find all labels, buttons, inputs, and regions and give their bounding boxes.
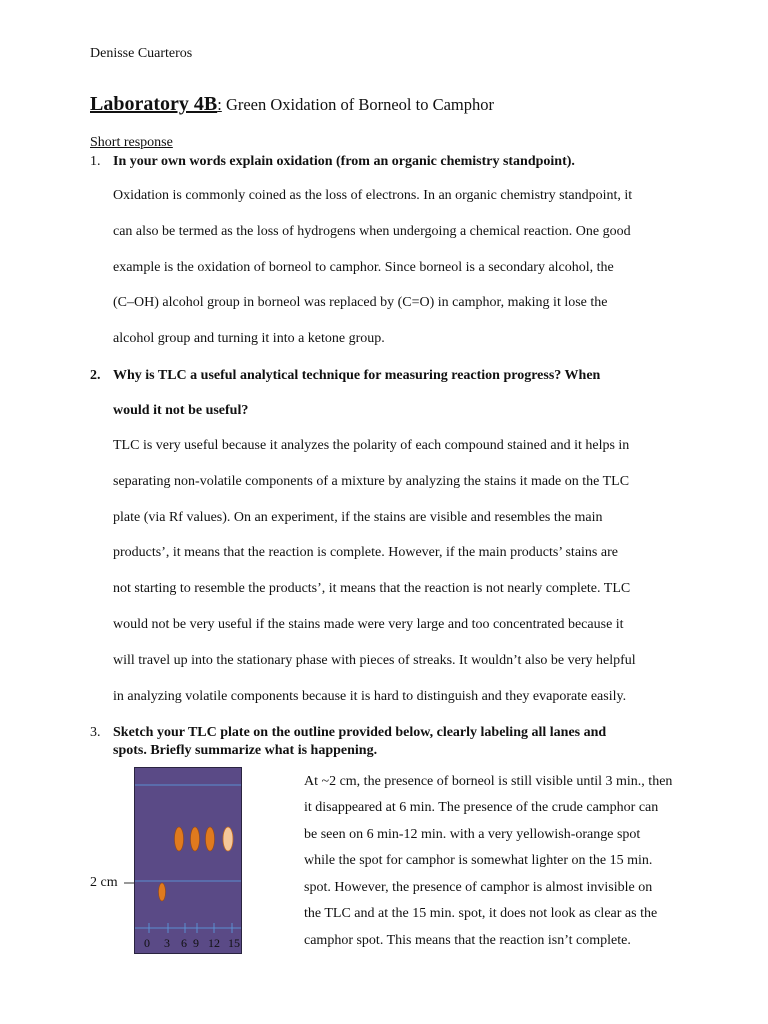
- question-2-text: would it not be useful?: [113, 403, 249, 418]
- tlc-level-label: 2 cm: [90, 875, 118, 890]
- borneol-spot: [159, 883, 166, 901]
- tlc-plate-drawing: [135, 768, 241, 953]
- answer-2-line: not starting to resemble the products’, it means that the reaction is not nearly complete. TLC: [113, 581, 631, 596]
- lane-label: 9: [193, 936, 199, 950]
- answer-1-line: Oxidation is commonly coined as the loss of electrons. In an organic chemistry standpoint, it: [113, 188, 633, 203]
- question-3-text: Sketch your TLC plate on the outline provided below, clearly labeling all lanes and: [113, 725, 607, 740]
- lane-label: 15: [228, 936, 240, 950]
- lane-label: 0: [144, 936, 150, 950]
- camphor-spot-9: [191, 827, 200, 851]
- camphor-spot-15: [223, 827, 233, 851]
- question-3-number: 3.: [90, 725, 101, 740]
- question-2-text: Why is TLC a useful analytical technique for measuring reaction progress? When: [113, 368, 601, 383]
- answer-3-line: spot. However, the presence of camphor is almost invisible on: [304, 880, 653, 895]
- answer-3-line: while the spot for camphor is somewhat lighter on the 15 min.: [304, 853, 653, 868]
- lane-label: 3: [164, 936, 170, 950]
- question-3-text: spots. Briefly summarize what is happening.: [113, 743, 378, 758]
- answer-2-line: plate (via Rf values). On an experiment, if the stains are visible and resembles the main: [113, 510, 603, 525]
- title-colon: :: [217, 95, 222, 114]
- section-heading: Short response: [90, 135, 173, 150]
- camphor-spot-6: [175, 827, 184, 851]
- answer-1-line: example is the oxidation of borneol to camphor. Since borneol is a secondary alcohol, the: [113, 260, 614, 275]
- title-text: Green Oxidation of Borneol to Camphor: [221, 95, 495, 114]
- answer-1-line: alcohol group and turning it into a ketone group.: [113, 331, 385, 346]
- answer-3-line: be seen on 6 min-12 min. with a very yellowish-orange spot: [304, 827, 641, 842]
- answer-2-line: TLC is very useful because it analyzes the polarity of each compound stained and it helps in: [113, 438, 630, 453]
- answer-2-line: will travel up into the stationary phase with pieces of streaks. It wouldn’t also be very helpful: [113, 653, 636, 668]
- answer-2-line: separating non-volatile components of a mixture by analyzing the stains it made on the TLC: [113, 474, 630, 489]
- question-2-number: 2.: [90, 368, 101, 383]
- lane-label: 12: [208, 936, 220, 950]
- answer-3-line: camphor spot. This means that the reaction isn’t complete.: [304, 933, 631, 948]
- camphor-spot-12: [206, 827, 215, 851]
- author-name: Denisse Cuarteros: [90, 46, 193, 61]
- lab-number: Laboratory 4B: [90, 93, 218, 115]
- answer-1-line: (C–OH) alcohol group in borneol was replaced by (C=O) in camphor, making it lose the: [113, 295, 608, 310]
- answer-3-line: the TLC and at the 15 min. spot, it does not look as clear as the: [304, 906, 658, 921]
- page-title: [90, 93, 494, 116]
- answer-3-line: At ~2 cm, the presence of borneol is still visible until 3 min., then: [304, 774, 673, 789]
- tlc-plate: [134, 767, 242, 954]
- question-1-number: 1.: [90, 154, 101, 169]
- lane-label: 6: [181, 936, 187, 950]
- answer-2-line: products’, it means that the reaction is complete. However, if the main products’ stains are: [113, 545, 618, 560]
- question-1-text: In your own words explain oxidation (from an organic chemistry standpoint).: [113, 154, 575, 169]
- answer-2-line: would not be very useful if the stains made were very large and too concentrated because it: [113, 617, 624, 632]
- answer-2-line: in analyzing volatile components because it is hard to distinguish and they evaporate easily.: [113, 689, 627, 704]
- answer-1-line: can also be termed as the loss of hydrogens when undergoing a chemical reaction. One good: [113, 224, 631, 239]
- answer-3-line: it disappeared at 6 min. The presence of the crude camphor can: [304, 800, 659, 815]
